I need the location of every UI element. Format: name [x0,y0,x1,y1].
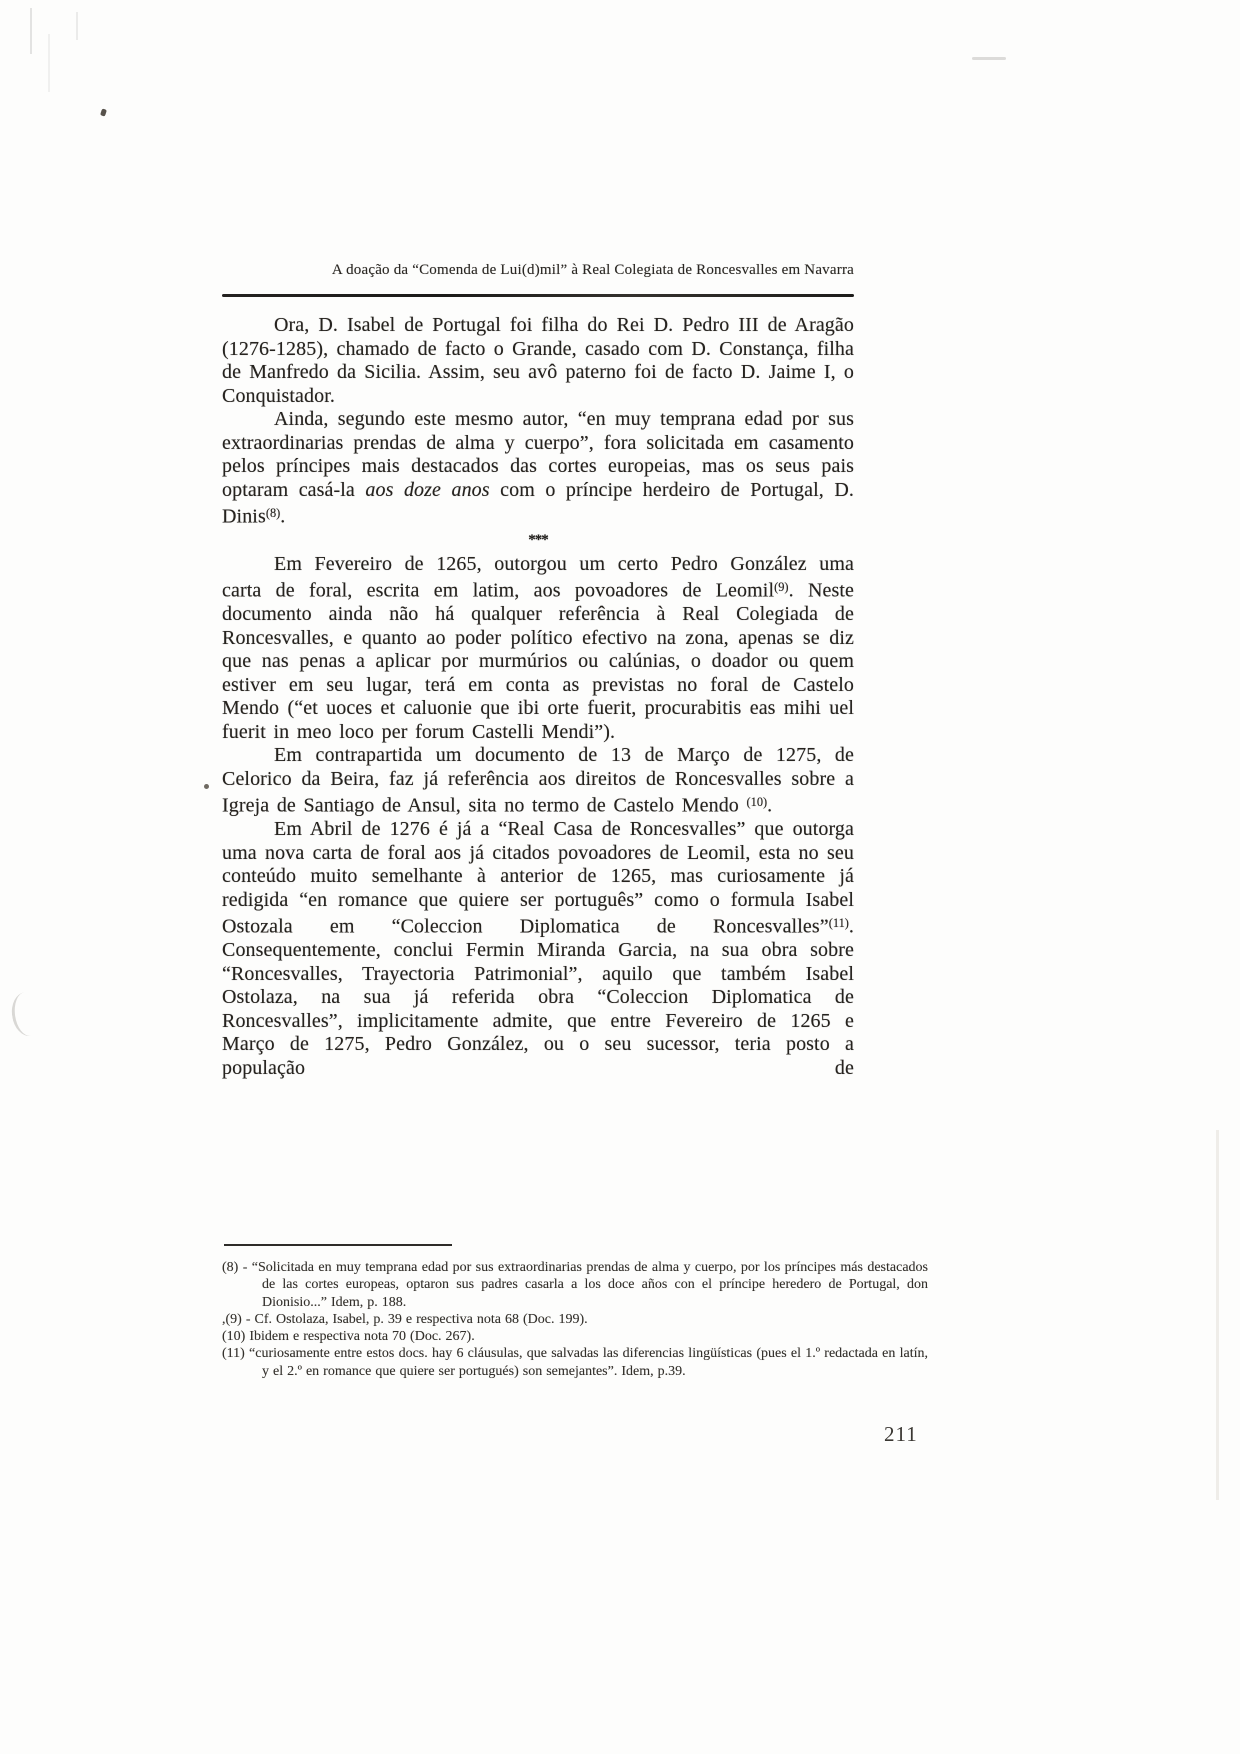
header-rule [222,294,854,297]
page-number: 211 [884,1422,918,1446]
footnotes-section [222,1244,928,1380]
footnote-rule [224,1244,452,1246]
paragraph-2-text: com o príncipe herdeiro de Portugal, D. Dinis [222,478,854,528]
scan-artifact [100,108,107,116]
scan-artifact [48,34,50,92]
paragraph-2-italic: aos doze anos [365,478,490,501]
asterisk-separator: *** [528,532,548,549]
paragraph-3-text: . Neste documento ainda não há qualquer referência à Real Colegiada de Roncesvalles, e quanto ao poder político efectivo na zona, apenas se diz que nas penas a aplicar por murmúrios ou calúnias, o doador ou quem estiver em seu lugar, terá em conta as previstas no foral de Castelo Mendo (“et uoces et caluonie que ibi orte fuerit, procurabitis eas mihi uel fuerit in meo loco per forum Castelli Mendi”). [222,579,854,743]
footnote-10: (10) Ibidem e respectiva nota 70 (Doc. 267). [222,1329,475,1345]
paragraph-2-text: Ainda, segundo este mesmo autor, “en muy temprana edad por sus extraordinarias prendas de alma y cuerpo”, fora solicitada em casamento pelos príncipes mais destacados das cortes europeias, mas os seus pais optaram casá-la [222,408,854,501]
scan-artifact [30,8,32,54]
footnote-ref-10: (10) [746,795,768,810]
paragraph-2 [222,408,854,529]
footnote-ref-9: (9) [774,580,789,595]
scan-artifact [972,57,1006,60]
scan-artifact [1216,1130,1219,1500]
paragraph-4-text: . [767,794,773,817]
footnote-ref-11: (11) [828,916,849,931]
paragraph-5-text: . Consequentemente, conclui Fermin Miranda Garcia, na sua obra sobre “Roncesvalles, Trayectoria Patrimonial”, aquilo que também Isabel Ostolaza, na sua já referida obra “Coleccion Diplomatica de Roncesvalles”, implicitamente admite, que entre Fevereiro de 1265 e Março de 1275, Pedro González, ou o seu sucessor, teria posto a população de [222,915,854,1079]
scan-artifact [76,12,78,40]
paragraph-1: Ora, D. Isabel de Portugal foi filha do Rei D. Pedro III de Aragão (1276-1285), chamado de facto o Grande, casado com D. Constança, filha de Manfredo da Sicilia. Assim, seu avô paterno foi de facto D. Jaime I, o Conquistador. [222,314,854,407]
paragraph-5 [222,818,854,1080]
footnote-8: (8) - “Solicitada en muy temprana edad por sus extraordinarias prendas de alma y cuerpo, por los príncipes más destacados de las cortes europeas, optaron sus padres casarla a los doce años con el príncipe heredero de Portugal, don Dionisio...” Idem, p. 188. [222,1260,928,1310]
footnote-ref-8: (8) [265,506,281,520]
paragraph-3-text: Em Fevereiro de 1265, outorgou um certo Pedro González uma carta de foral, escrita em latim, aos povoadores de Leomil [222,552,854,602]
paragraph-5-text: Em Abril de 1276 é já a “Real Casa de Roncesvalles” que outorga uma nova carta de foral aos já citados povoadores de Leomil, esta no seu conteúdo muito semelhante à anterior de 1265, mas curiosamente já redigida “en romance que quiere ser português” como o formula Isabel Ostozala em “Coleccion Diplomatica de Roncesvalles” [222,818,854,938]
scan-artifact [9,990,46,1038]
running-header: A doação da “Comenda de Lui(d)mil” à Real Colegiata de Roncesvalles em Navarra [331,262,854,278]
body-text-column [222,314,854,1080]
scan-artifact [204,784,209,789]
paragraph-3 [222,553,854,745]
paragraph-4 [222,744,854,818]
footnote-9: ,(9) - Cf. Ostolaza, Isabel, p. 39 e respectiva nota 68 (Doc. 199). [222,1311,588,1327]
footnote-11: (11) “curiosamente entre estos docs. hay 6 cláusulas, que salvadas las diferencias lingüísticas (pues el 1.º redactada en latín, y el 2.º en romance que quiere ser portugués) son semejantes”. Idem, p.39. [222,1346,928,1379]
paragraph-2-text: . [280,505,286,528]
paragraph-4-text: Em contrapartida um documento de 13 de Março de 1275, de Celorico da Beira, faz já referência aos direitos de Roncesvalles sobre a Igreja de Santiago de Ansul, sita no termo de Castelo Mendo [222,744,854,817]
